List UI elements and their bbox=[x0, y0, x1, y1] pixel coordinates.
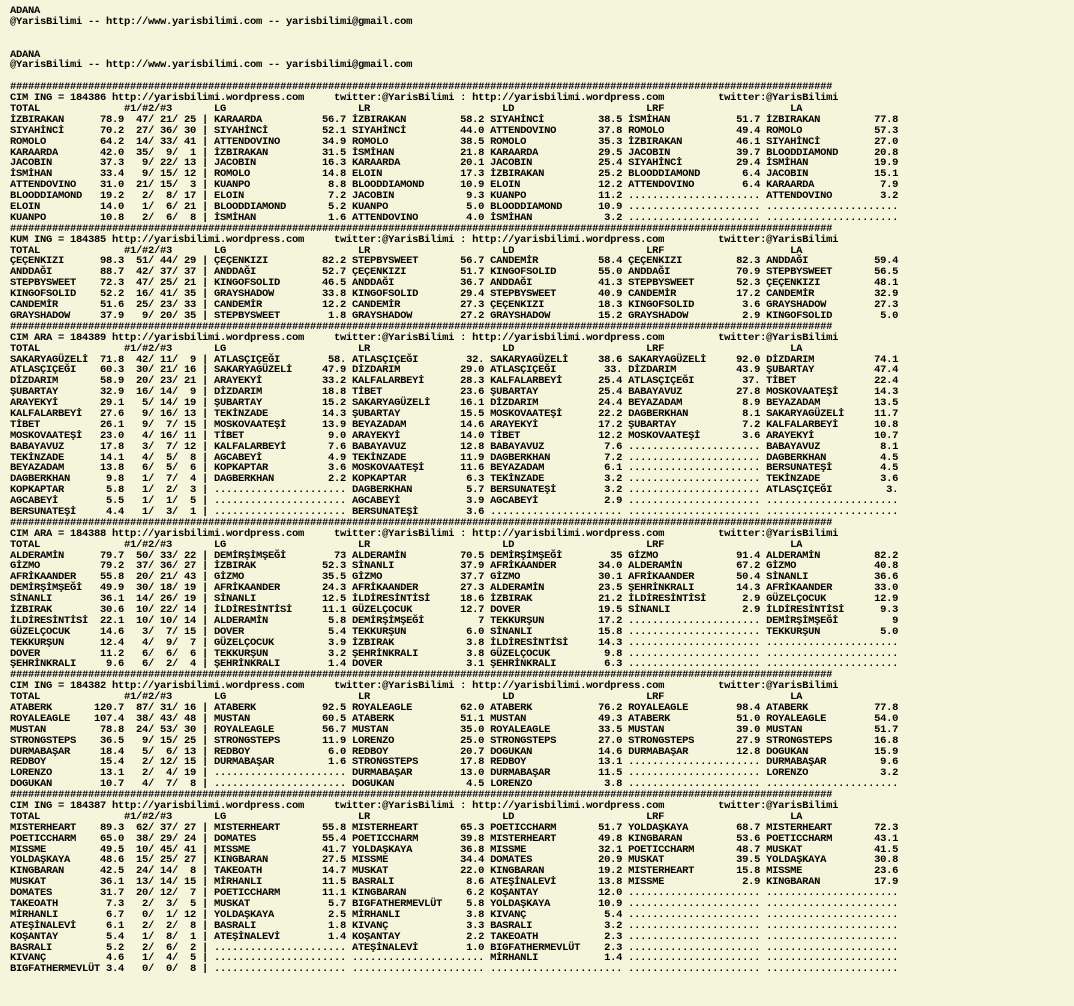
report-line: ######################################################################################################################################### bbox=[10, 789, 833, 802]
report-line: KALFALARBEYİ 27.6 9/ 16/ 13 | TEKİNZADE 14.3 ŞUBARTAY 15.5 MOSKOVAATEŞİ 22.2 DAGBERKHAN 8.1 SAKARYAGÜZELİ 11.7 bbox=[10, 407, 899, 420]
report-line: DOGUKAN 10.7 4/ 7/ 8 | ...................... DOGUKAN 4.5 LORENZO 3.8 ...................... ...................... bbox=[10, 778, 899, 791]
report-line: ######################################################################################################################################### bbox=[10, 320, 833, 333]
report-line: TOTAL #1/#2/#3 LG LR LD LRF LA bbox=[10, 538, 803, 551]
report-line: KINGBARAN 42.5 24/ 14/ 8 | TAKEOATH 14.7 MUSKAT 22.0 KINGBARAN 19.2 MISTERHEART 15.8 MISSME 23.6 bbox=[10, 865, 899, 878]
report-line: BLOODDIAMOND 19.2 2/ 8/ 17 | ELOIN 7.2 JACOBIN 9.3 KUANPO 11.2 ...................... ATTENDOVINO 3.2 bbox=[10, 190, 899, 203]
report-line: ÇEÇENKIZI 98.3 51/ 44/ 29 | ÇEÇENKIZI 82.2 STEPBYSWEET 56.7 CANDEMİR 58.4 ÇEÇENKIZI 82.3 ANDDAĞI 59.4 bbox=[10, 255, 899, 268]
report-line: ATLASÇIÇEĞI 60.3 30/ 21/ 16 | SAKARYAGÜZELİ 47.9 DİZDARIM 29.0 ATLASÇIÇEĞI 33. DİZDARIM 43.9 ŞUBARTAY 47.4 bbox=[10, 364, 899, 377]
report-line: KIVANÇ 4.6 1/ 4/ 5 | ...................... ...................... MİRHANLI 1.4 ...................... ...................... bbox=[10, 952, 899, 965]
report-line: ŞEHRİNKRALI 9.6 6/ 2/ 4 | ŞEHRİNKRALI 1.4 DOVER 3.1 ŞEHRİNKRALI 6.3 ...................... ...................... bbox=[10, 658, 899, 671]
report-line: GİZMO 79.2 37/ 36/ 27 | İZBIRAK 52.3 SİNANLI 37.9 AFRİKAANDER 34.0 ALDERAMİN 67.2 GİZMO 40.8 bbox=[10, 560, 899, 573]
report-line: ROMOLO 64.2 14/ 33/ 41 | ATTENDOVINO 34.9 ROMOLO 38.5 ROMOLO 35.3 İZBIRAKAN 46.1 SIYAHİNCİ 27.0 bbox=[10, 135, 899, 148]
report-line: YOLDAŞKAYA 48.6 15/ 25/ 27 | KINGBARAN 27.5 MISSME 34.4 DOMATES 20.9 MUSKAT 39.5 YOLDAŞKAYA 30.8 bbox=[10, 854, 899, 867]
report-line: REDBOY 15.4 2/ 12/ 15 | DURMABAŞAR 1.6 STRONGSTEPS 17.8 REDBOY 13.1 ...................... DURMABAŞAR 9.6 bbox=[10, 756, 899, 769]
report-line: MISTERHEART 89.3 62/ 37/ 27 | MISTERHEART 55.8 MISTERHEART 65.3 POETICCHARM 51.7 YOLDAŞKAYA 68.7 MISTERHEART 72.3 bbox=[10, 821, 899, 834]
report-line: TEKİNZADE 14.1 4/ 5/ 8 | AGCABEYİ 4.9 TEKİNZADE 11.9 DAGBERKHAN 7.2 ...................... DAGBERKHAN 4.5 bbox=[10, 451, 899, 464]
report-line: JACOBIN 37.3 9/ 22/ 13 | JACOBIN 16.3 KARAARDA 20.1 JACOBIN 25.4 SIYAHİNCİ 29.4 İSMİHAN 19.9 bbox=[10, 157, 899, 170]
report-line: GRAYSHADOW 37.9 9/ 20/ 35 | STEPBYSWEET 1.8 GRAYSHADOW 27.2 GRAYSHADOW 15.2 GRAYSHADOW 2.9 KINGOFSOLID 5.0 bbox=[10, 309, 899, 322]
report-line: CANDEMİR 51.6 25/ 23/ 33 | CANDEMİR 12.2 CANDEMİR 27.3 ÇEÇENKIZI 18.3 KINGOFSOLID 3.6 GRAYSHADOW 27.3 bbox=[10, 299, 899, 312]
report-line: ANDDAĞI 88.7 42/ 37/ 37 | ANDDAĞI 52.7 ÇEÇENKIZI 51.7 KINGOFSOLID 55.0 ANDDAĞI 70.9 STEPBYSWEET 56.5 bbox=[10, 266, 899, 279]
report-line: İSMİHAN 33.4 9/ 15/ 12 | ROMOLO 14.8 ELOIN 17.3 İZBIRAKAN 25.2 BLOODDIAMOND 6.4 JACOBIN 15.1 bbox=[10, 168, 899, 181]
report-line: KUANPO 10.8 2/ 6/ 8 | İSMİHAN 1.6 ATTENDOVINO 4.0 İSMİHAN 3.2 ...................... ...................... bbox=[10, 211, 899, 224]
report-line: ######################################################################################################################################### bbox=[10, 669, 833, 682]
report-line bbox=[10, 28, 1070, 39]
report-line: ATABERK 120.7 87/ 31/ 16 | ATABERK 92.5 ROYALEAGLE 62.0 ATABERK 76.2 ROYALEAGLE 98.4 ATABERK 77.8 bbox=[10, 702, 899, 714]
report-line: İLDİRESİNTİSİ 22.1 10/ 10/ 14 | ALDERAMİN 5.8 DEMİRŞİMŞEĞİ 7 TEKKURŞUN 17.2 ...................... DEMİRŞİMŞEĞİ 9 bbox=[10, 614, 899, 627]
report-line: TEKKURŞUN 12.4 4/ 9/ 7 | GÜZELÇOCUK 3.9 İZBIRAK 3.8 İLDİRESİNTİSİ 14.3 ...................... ...................... bbox=[10, 636, 899, 649]
report-line: KINGOFSOLID 52.2 16/ 41/ 35 | GRAYSHADOW 33.8 KINGOFSOLID 29.4 STEPBYSWEET 40.9 CANDEMİR 17.2 CANDEMİR 32.9 bbox=[10, 288, 899, 301]
report-line: TOTAL #1/#2/#3 LG LR LD LRF LA bbox=[10, 810, 803, 823]
report-line: ŞUBARTAY 32.9 16/ 14/ 9 | DİZDARIM 18.8 TİBET 23.6 ŞUBARTAY 25.4 BABAYAVUZ 27.8 MOSKOVAATEŞİ 14.3 bbox=[10, 386, 899, 399]
report-line: CIM ARA = 184388 http://yarisbilimi.wordpress.com twitter:@YarisBilimi : http://yarisbilimi.wordpress.com twitter:@YarisBilimi bbox=[10, 527, 839, 540]
report-line: KOŞANTAY 5.4 1/ 8/ 1 | ATEŞİNALEVİ 1.4 KOŞANTAY 2.2 TAKEOATH 2.3 ...................... ...................... bbox=[10, 930, 899, 943]
report-line: DOMATES 31.7 20/ 12/ 7 | POETICCHARM 11.1 KINGBARAN 6.2 KOŞANTAY 12.0 ...................... ...................... bbox=[10, 887, 899, 900]
report-line: MUSKAT 36.1 13/ 14/ 15 | MİRHANLI 11.5 BASRALI 8.6 ATEŞİNALEVİ 13.8 MISSME 2.9 KINGBARAN 17.9 bbox=[10, 876, 899, 889]
report-line: BEYAZADAM 13.8 6/ 5/ 6 | KOPKAPTAR 3.6 MOSKOVAATEŞİ 11.6 BEYAZADAM 6.1 ...................... BERSUNATEŞİ 4.5 bbox=[10, 462, 899, 475]
report-line: DURMABAŞAR 18.4 5/ 6/ 13 | REDBOY 6.0 REDBOY 20.7 DOGUKAN 14.6 DURMABAŞAR 12.8 DOGUKAN 15.9 bbox=[10, 745, 899, 758]
report-line: KARAARDA 42.0 35/ 9/ 1 | İZBIRAKAN 31.5 İSMİHAN 21.8 KARAARDA 29.5 JACOBIN 39.7 BLOODDIAMOND 20.8 bbox=[10, 146, 899, 159]
report-line: ######################################################################################################################################### bbox=[10, 81, 833, 94]
report-line: TAKEOATH 7.3 2/ 3/ 5 | MUSKAT 5.7 BIGFATHERMEVLÜT 5.8 YOLDAŞKAYA 10.9 ...................... ...................... bbox=[10, 898, 899, 911]
report-line: BIGFATHERMEVLÜT 3.4 0/ 0/ 8 | ...................... ...................... ...................... ...................... ...................... bbox=[10, 963, 899, 976]
report-line: ARAYEKYİ 29.1 5/ 14/ 19 | ŞUBARTAY 15.2 SAKARYAGÜZELİ 16.1 DİZDARIM 24.4 BEYAZADAM 8.9 BEYAZADAM 13.5 bbox=[10, 397, 899, 410]
report-line: LORENZO 13.1 2/ 4/ 19 | ...................... DURMABAŞAR 13.0 DURMABAŞAR 11.5 ...................... LORENZO 3.2 bbox=[10, 767, 899, 780]
report-line: ATTENDOVINO 31.0 21/ 15/ 3 | KUANPO 8.8 BLOODDIAMOND 10.9 ELOIN 12.2 ATTENDOVINO 6.4 KARAARDA 7.9 bbox=[10, 179, 899, 192]
report-line: @YarisBilimi -- http://www.yarisbilimi.com -- yarisbilimi@gmail.com bbox=[10, 59, 413, 72]
report-line: ROYALEAGLE 107.4 38/ 43/ 48 | MUSTAN 60.5 ATABERK 51.1 MUSTAN 49.3 ATABERK 51.0 ROYALEAGLE 54.0 bbox=[10, 712, 899, 725]
report-line: ######################################################################################################################################### bbox=[10, 222, 833, 235]
report-line: ELOIN 14.0 1/ 6/ 21 | BLOODDIAMOND 5.2 KUANPO 5.0 BLOODDIAMOND 10.9 ...................... ...................... bbox=[10, 201, 899, 214]
report-line: POETICCHARM 65.0 38/ 29/ 24 | DOMATES 55.4 POETICCHARM 39.8 MISTERHEART 49.8 KINGBARAN 53.6 POETICCHARM 43.1 bbox=[10, 832, 899, 845]
report-line: ADANA bbox=[10, 5, 41, 17]
report-line: ######################################################################################################################################### bbox=[10, 516, 833, 529]
report-line: ALDERAMİN 79.7 50/ 33/ 22 | DEMİRŞİMŞEĞİ 73 ALDERAMİN 70.5 DEMİRŞİMŞEĞİ 35 GİZMO 91.4 ALDERAMİN 82.2 bbox=[10, 549, 899, 562]
report-line: TOTAL #1/#2/#3 LG LR LD LRF LA bbox=[10, 103, 803, 116]
report-line: CIM ARA = 184389 http://yarisbilimi.wordpress.com twitter:@YarisBilimi : http://yarisbilimi.wordpress.com twitter:@YarisBilimi bbox=[10, 331, 839, 344]
report-line: TOTAL #1/#2/#3 LG LR LD LRF LA bbox=[10, 244, 803, 257]
report-line: CIM ING = 184387 http://yarisbilimi.wordpress.com twitter:@YarisBilimi : http://yarisbilimi.wordpress.com twitter:@YarisBilimi bbox=[10, 800, 839, 813]
report-line: ATEŞİNALEVİ 6.1 2/ 2/ 8 | BASRALI 1.8 KIVANÇ 3.3 BASRALI 3.2 ...................... ...................... bbox=[10, 919, 899, 932]
report-line: SIYAHİNCİ 70.2 27/ 36/ 30 | SIYAHİNCİ 52.1 SIYAHİNCİ 44.0 ATTENDOVINO 37.8 ROMOLO 49.4 ROMOLO 57.3 bbox=[10, 124, 899, 137]
report-line: DOVER 11.2 6/ 6/ 6 | TEKKURŞUN 3.2 ŞEHRİNKRALI 3.8 GÜZELÇOCUK 9.8 ...................... ...................... bbox=[10, 647, 899, 660]
report-line: MUSTAN 78.8 24/ 53/ 30 | ROYALEAGLE 56.7 MUSTAN 35.0 ROYALEAGLE 33.5 MUSTAN 39.0 MUSTAN 51.7 bbox=[10, 723, 899, 736]
report-line: MOSKOVAATEŞİ 23.0 4/ 16/ 11 | TİBET 9.0 ARAYEKYİ 14.0 TİBET 12.2 MOSKOVAATEŞİ 3.6 ARAYEKYİ 10.7 bbox=[10, 429, 899, 442]
report-line: BERSUNATEŞİ 4.4 1/ 3/ 1 | ...................... BERSUNATEŞİ 3.6 ...................... ...................... ...................... bbox=[10, 505, 899, 518]
report-line: CIM ING = 184382 http://yarisbilimi.wordpress.com twitter:@YarisBilimi : http://yarisbilimi.wordpress.com twitter:@YarisBilimi bbox=[10, 680, 839, 693]
report-line: SİNANLI 36.1 14/ 26/ 19 | SİNANLI 12.5 İLDİRESİNTİSİ 18.6 İZBIRAK 21.2 İLDİRESİNTİSİ 2.9 GÜZELÇOCUK 12.9 bbox=[10, 593, 899, 606]
report-line: AGCABEYİ 5.5 1/ 1/ 5 | ...................... AGCABEYİ 3.9 AGCABEYİ 2.9 ...................... ...................... bbox=[10, 495, 899, 508]
report-line: DİZDARIM 58.9 20/ 23/ 21 | ARAYEKYİ 33.2 KALFALARBEYİ 28.3 KALFALARBEYİ 25.4 ATLASÇIÇEĞI 37. TİBET 22.4 bbox=[10, 375, 899, 388]
report-line: İZBIRAK 30.6 10/ 22/ 14 | İLDİRESİNTİSİ 11.1 GÜZELÇOCUK 12.7 DOVER 19.5 SİNANLI 2.9 İLDİRESİNTİSİ 9.3 bbox=[10, 603, 899, 616]
report-line: TOTAL #1/#2/#3 LG LR LD LRF LA bbox=[10, 342, 803, 355]
report-line: CIM ING = 184386 http://yarisbilimi.wordpress.com twitter:@YarisBilimi : http://yarisbilimi.wordpress.com twitter:@YarisBilimi bbox=[10, 92, 839, 105]
report-line: TİBET 26.1 9/ 7/ 15 | MOSKOVAATEŞİ 13.9 BEYAZADAM 14.6 ARAYEKYİ 17.2 ŞUBARTAY 7.2 KALFALARBEYİ 10.8 bbox=[10, 418, 899, 431]
report-line bbox=[10, 39, 1070, 50]
report-line: @YarisBilimi -- http://www.yarisbilimi.com -- yarisbilimi@gmail.com bbox=[10, 15, 413, 28]
report-line: STRONGSTEPS 36.5 9/ 15/ 25 | STRONGSTEPS 11.9 LORENZO 25.0 STRONGSTEPS 27.0 STRONGSTEPS 27.9 STRONGSTEPS 16.8 bbox=[10, 734, 899, 747]
report-line: BABAYAVUZ 17.8 3/ 7/ 12 | KALFALARBEYİ 7.6 BABAYAVUZ 12.8 BABAYAVUZ 7.6 ...................... BABAYAVUZ 8.1 bbox=[10, 440, 899, 453]
report-line: KUM ING = 184385 http://yarisbilimi.wordpress.com twitter:@YarisBilimi : http://yarisbilimi.wordpress.com twitter:@YarisBilimi bbox=[10, 233, 839, 246]
report-line: TOTAL #1/#2/#3 LG LR LD LRF LA bbox=[10, 691, 803, 704]
report-line: AFRİKAANDER 55.8 20/ 21/ 43 | GİZMO 35.5 GİZMO 37.7 GİZMO 30.1 AFRİKAANDER 50.4 SİNANLI 36.6 bbox=[10, 571, 899, 584]
report-line: DAGBERKHAN 9.8 1/ 7/ 4 | DAGBERKHAN 2.2 KOPKAPTAR 6.3 TEKİNZADE 3.2 ...................... TEKİNZADE 3.6 bbox=[10, 473, 899, 486]
report-line: MİRHANLI 6.7 0/ 1/ 12 | YOLDAŞKAYA 2.5 MİRHANLI 3.8 KIVANÇ 5.4 ...................... ...................... bbox=[10, 908, 899, 921]
report-line: KOPKAPTAR 5.8 1/ 2/ 3 | ...................... DAGBERKHAN 5.7 BERSUNATEŞİ 3.2 ...................... ATLASÇIÇEĞI 3. bbox=[10, 484, 899, 497]
report-line: İZBIRAKAN 78.9 47/ 21/ 25 | KARAARDA 56.7 İZBIRAKAN 58.2 SIYAHİNCİ 38.5 İSMİHAN 51.7 İZBIRAKAN 77.8 bbox=[10, 113, 899, 126]
report-line: BASRALI 5.2 2/ 6/ 2 | ...................... ATEŞİNALEVİ 1.0 BIGFATHERMEVLÜT 2.3 ...................... ...................... bbox=[10, 941, 899, 954]
report-line: STEPBYSWEET 72.3 47/ 25/ 21 | KINGOFSOLID 46.5 ANDDAĞI 36.7 ANDDAĞI 41.3 STEPBYSWEET 52.3 ÇEÇENKIZI 48.1 bbox=[10, 277, 899, 290]
report-line: ADANA bbox=[10, 48, 41, 61]
report-line: SAKARYAGÜZELİ 71.8 42/ 11/ 9 | ATLASÇIÇEĞI 58. ATLASÇIÇEĞI 32. SAKARYAGÜZELİ 38.6 SAKARYAGÜZELİ 92.0 DİZDARIM 74.1 bbox=[10, 353, 899, 366]
report-line: GÜZELÇOCUK 14.6 3/ 7/ 15 | DOVER 5.4 TEKKURŞUN 6.0 SİNANLI 15.8 ...................... TEKKURŞUN 5.0 bbox=[10, 625, 899, 638]
report-line: DEMİRŞİMŞEĞİ 49.9 30/ 18/ 19 | AFRİKAANDER 24.3 AFRİKAANDER 27.3 ALDERAMİN 23.5 ŞEHRİNKRALI 14.3 AFRİKAANDER 33.0 bbox=[10, 582, 899, 595]
report-line: MISSME 49.5 10/ 45/ 41 | MISSME 41.7 YOLDAŞKAYA 36.8 MISSME 32.1 POETICCHARM 48.7 MUSKAT 41.5 bbox=[10, 843, 899, 856]
